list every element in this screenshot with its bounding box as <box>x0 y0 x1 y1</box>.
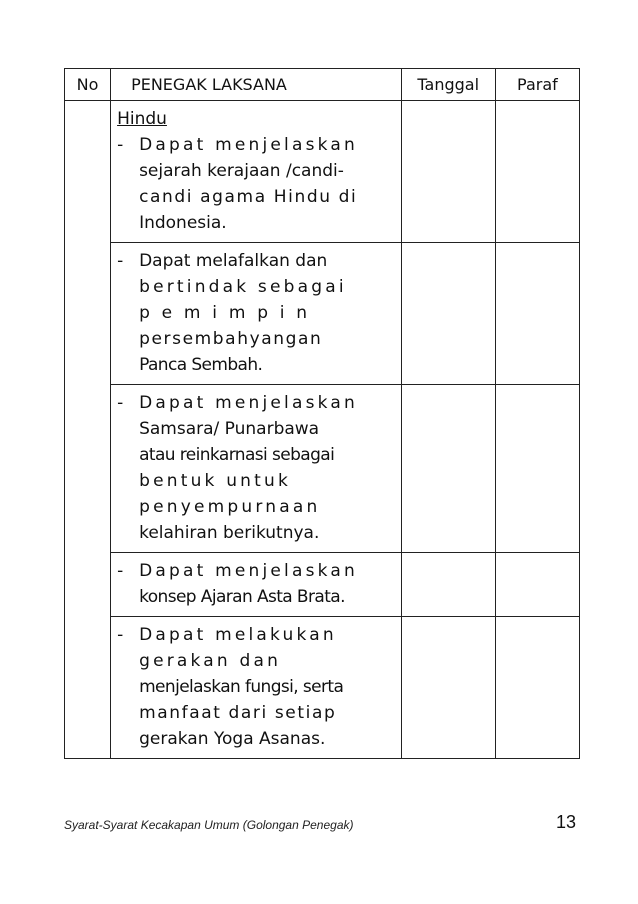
item-line: p e m i m p i n <box>139 303 311 323</box>
table-header-row <box>65 69 580 101</box>
item-dash: - <box>117 393 124 413</box>
tanggal-cell[interactable] <box>401 617 495 759</box>
item-cell <box>111 101 402 243</box>
header-tanggal: Tanggal <box>401 69 495 101</box>
table-row <box>65 553 580 617</box>
tanggal-cell[interactable] <box>401 553 495 617</box>
item-line: Dapat menjelaskan <box>139 393 358 413</box>
item-line: penyempurnaan <box>139 497 321 517</box>
paraf-cell[interactable] <box>495 243 579 385</box>
paraf-cell[interactable] <box>495 101 579 243</box>
item-dash: - <box>117 561 124 581</box>
item-line: Dapat melakukan <box>139 625 337 645</box>
item-line: manfaat dari setiap <box>139 703 337 723</box>
requirement-item <box>117 390 393 546</box>
no-cell <box>65 101 111 759</box>
item-line: Dapat menjelaskan <box>139 135 358 155</box>
table-row <box>65 385 580 553</box>
item-line: atau reinkarnasi sebagai <box>139 445 335 465</box>
paraf-cell[interactable] <box>495 617 579 759</box>
item-cell <box>111 617 402 759</box>
item-line: konsep Ajaran Asta Brata. <box>139 587 345 607</box>
item-dash: - <box>117 625 124 645</box>
tanggal-cell[interactable] <box>401 243 495 385</box>
header-no: No <box>65 69 111 101</box>
requirements-table <box>64 68 580 759</box>
section-title: Hindu <box>117 109 167 129</box>
item-line: gerakan dan <box>139 651 282 671</box>
item-line: Indonesia. <box>139 213 227 233</box>
item-line: menjelaskan fungsi, serta <box>139 677 344 697</box>
tanggal-cell[interactable] <box>401 101 495 243</box>
tanggal-cell[interactable] <box>401 385 495 553</box>
item-cell <box>111 553 402 617</box>
item-cell <box>111 385 402 553</box>
paraf-cell[interactable] <box>495 553 579 617</box>
page-number: 13 <box>556 812 577 832</box>
item-line: Panca Sembah. <box>139 355 263 375</box>
item-line: candi agama Hindu di <box>139 187 358 207</box>
requirement-item <box>117 248 393 378</box>
requirement-item <box>117 558 393 610</box>
item-line: bertindak sebagai <box>139 277 347 297</box>
footer-title: Syarat-Syarat Kecakapan Umum (Golongan Penegak) <box>64 818 354 832</box>
requirement-item <box>117 132 393 236</box>
item-dash: - <box>117 135 124 155</box>
item-line: Samsara/ Punarbawa <box>139 419 320 439</box>
header-paraf: Paraf <box>495 69 579 101</box>
item-line: Dapat melafalkan dan <box>139 251 328 271</box>
item-line: sejarah kerajaan /candi- <box>139 161 344 181</box>
table-row <box>65 243 580 385</box>
item-line: kelahiran berikutnya. <box>139 523 320 543</box>
item-line: gerakan Yoga Asanas. <box>139 729 326 749</box>
item-line: Dapat menjelaskan <box>139 561 358 581</box>
item-line: bentuk untuk <box>139 471 292 491</box>
paraf-cell[interactable] <box>495 385 579 553</box>
table-row <box>65 101 580 243</box>
item-dash: - <box>117 251 124 271</box>
header-penegak-laksana: PENEGAK LAKSANA <box>111 69 402 101</box>
table-row <box>65 617 580 759</box>
item-line: persembahyangan <box>139 329 323 349</box>
item-cell <box>111 243 402 385</box>
requirement-item <box>117 622 393 752</box>
